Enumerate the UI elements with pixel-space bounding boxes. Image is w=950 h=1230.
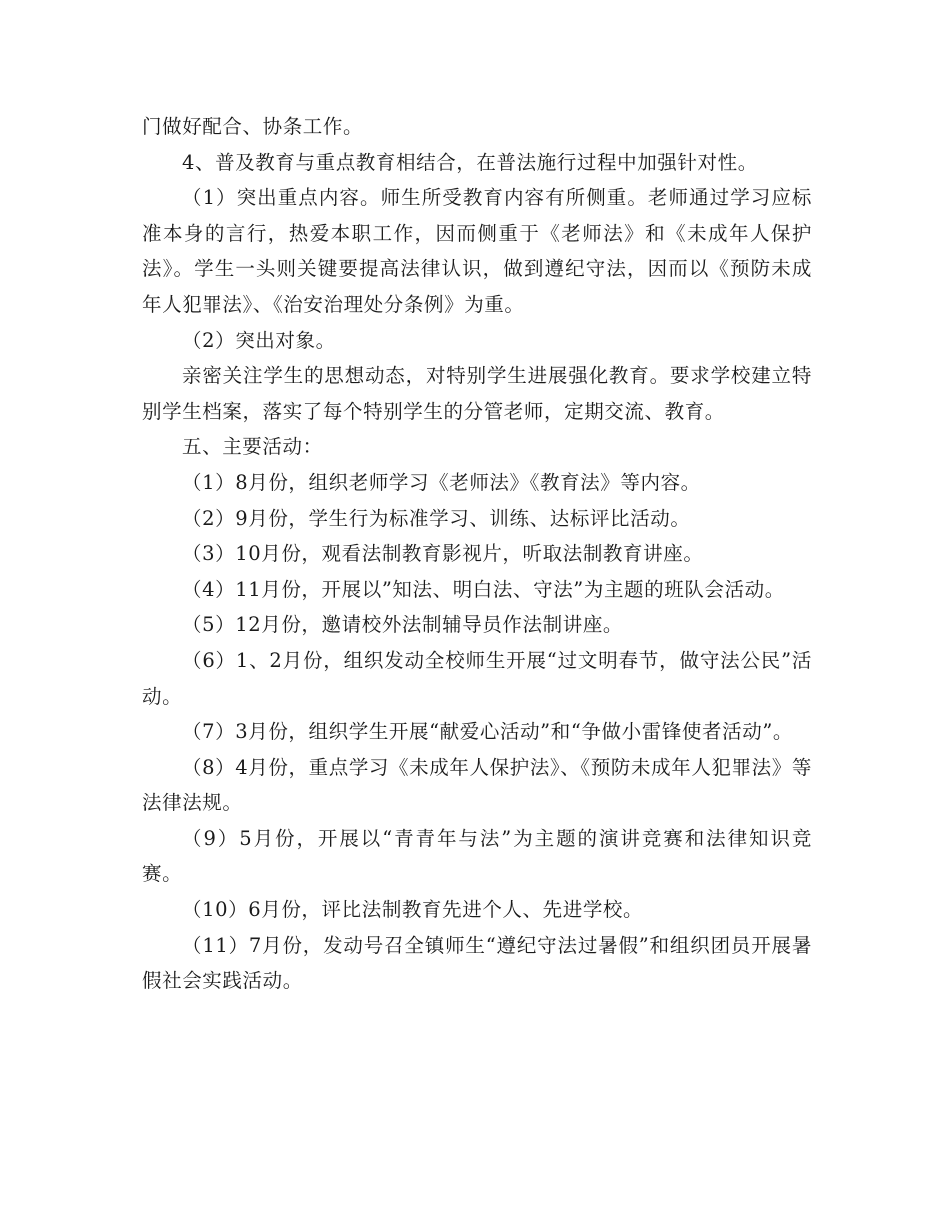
paragraph-item-1-content: （1）突出重点内容。师生所受教育内容有所侧重。老师通过学习应标准本身的言行，热爱本职工作，因而侧重于《老师法》和《未成年人保护法》。学生一头则关键要提高法律认识，做到遵纪守法，因而以《预防未成年人犯罪法》、《治安治理处分条例》为重。 bbox=[142, 186, 812, 316]
activity-item-8: （8）4月份，重点学习《未成年人保护法》、《预防未成年人犯罪法》等法律法规。 bbox=[142, 755, 812, 815]
paragraph-student-attention: 亲密关注学生的思想动态，对特别学生进展强化教育。要求学校建立特别学生档案，落实了每个特别学生的分管老师，定期交流、教育。 bbox=[142, 364, 812, 423]
activity-item-6: （6）1、2月份，组织发动全校师生开展“过文明春节，做守法公民”活动。 bbox=[142, 648, 812, 708]
paragraph-item-2-object: （2）突出对象。 bbox=[182, 328, 336, 352]
paragraph-point-4: 4、普及教育与重点教育相结合，在普法施行过程中加强针对性。 bbox=[182, 150, 758, 174]
activity-item-1: （1）8月份，组织老师学习《老师法》《教育法》等内容。 bbox=[182, 470, 701, 494]
activity-item-5: （5）12月份，邀请校外法制辅导员作法制讲座。 bbox=[182, 613, 624, 637]
section-heading-activities: 五、主要活动： bbox=[182, 435, 323, 459]
activity-item-2: （2）9月份，学生行为标准学习、训练、达标评比活动。 bbox=[182, 506, 691, 530]
paragraph-continuation: 门做好配合、协条工作。 bbox=[142, 115, 364, 138]
activity-item-3: （3）10月份，观看法制教育影视片，听取法制教育讲座。 bbox=[182, 542, 704, 566]
activity-item-7: （7）3月份，组织学生开展“献爱心活动”和“争做小雷锋使者活动”。 bbox=[182, 720, 793, 744]
activity-item-4: （4）11月份，开展以”知法、明白法、守法”为主题的班队会活动。 bbox=[182, 577, 785, 601]
document-body bbox=[142, 109, 812, 999]
activity-item-10: （10）6月份，评比法制教育先进个人、先进学校。 bbox=[182, 898, 644, 922]
activity-item-11: （11）7月份，发动号召全镇师生“遵纪守法过暑假”和组织团员开展暑假社会实践活动。 bbox=[142, 933, 812, 993]
activity-item-9: （9）5月份，开展以“青青年与法”为主题的演讲竞赛和法律知识竞赛。 bbox=[142, 826, 812, 886]
